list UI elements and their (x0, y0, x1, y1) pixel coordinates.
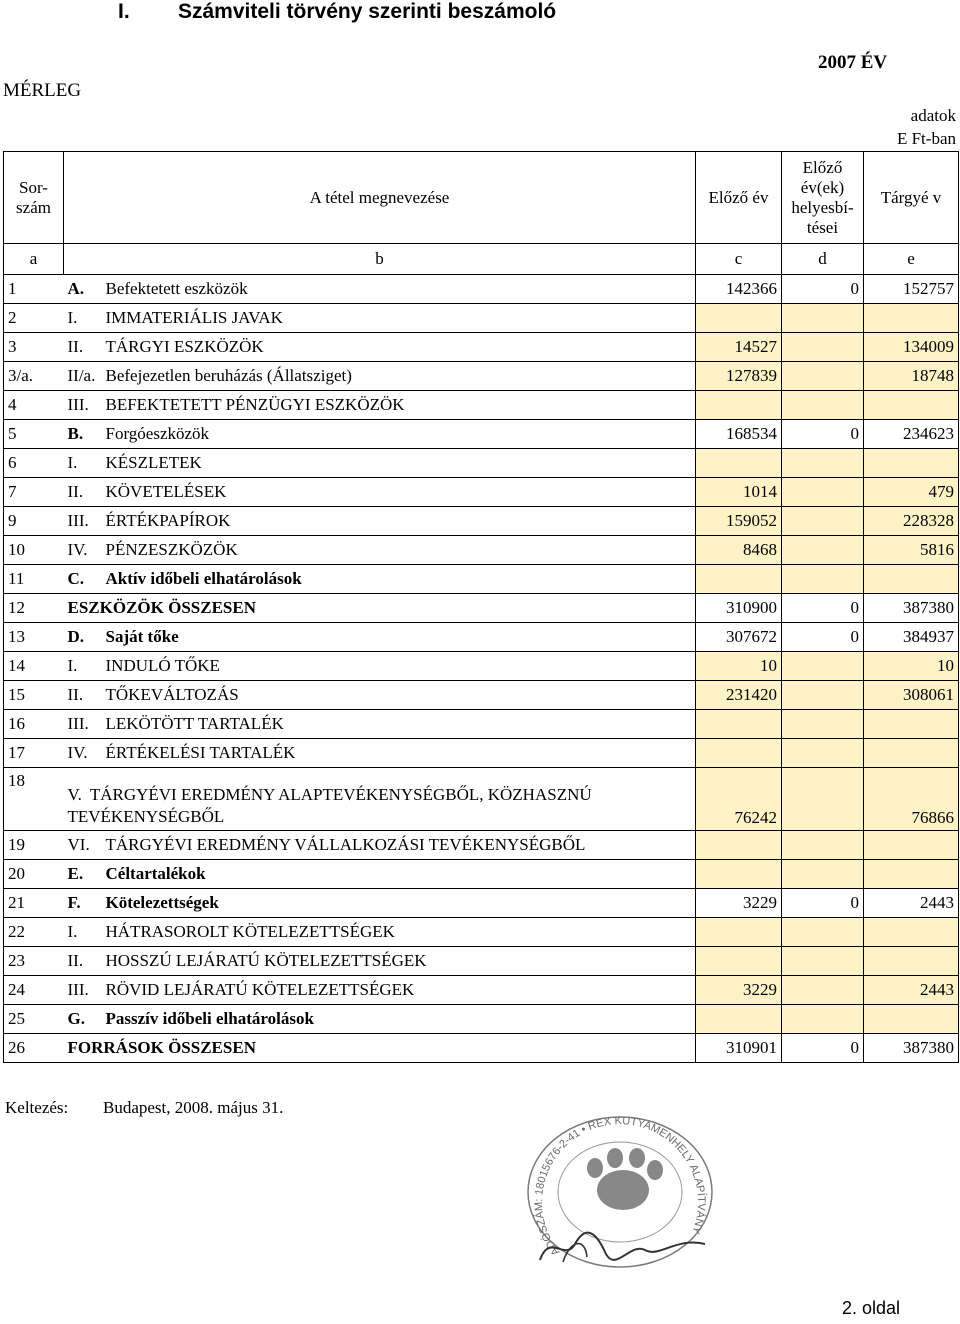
row-label: ÉRTÉKELÉSI TARTALÉK (105, 743, 296, 762)
value-e: 10 (864, 652, 959, 681)
table-row (4, 536, 959, 565)
value-e (864, 860, 959, 889)
row-label-cell (64, 391, 696, 420)
table-row (4, 860, 959, 889)
row-code: I. (67, 656, 78, 675)
table-row (4, 449, 959, 478)
value-e: 134009 (864, 333, 959, 362)
value-d (782, 918, 864, 947)
row-label-cell (64, 831, 696, 860)
row-label: BEFEKTETETT PÉNZÜGYI ESZKÖZÖK (105, 395, 405, 414)
row-code: F. (67, 893, 81, 912)
value-c: 142366 (696, 275, 782, 304)
value-c: 3229 (696, 889, 782, 918)
value-c (696, 449, 782, 478)
value-c (696, 831, 782, 860)
table-row (4, 1005, 959, 1034)
value-c (696, 565, 782, 594)
value-e: 2443 (864, 976, 959, 1005)
row-label-cell (64, 860, 696, 889)
row-label-cell (64, 275, 696, 304)
value-c (696, 860, 782, 889)
units-line-1: adatok (910, 106, 956, 125)
header-prev-year: Előző év (696, 152, 782, 244)
letter-d: d (782, 244, 864, 275)
row-label: Forgóeszközök (105, 424, 210, 443)
row-label-cell (64, 768, 696, 831)
value-e (864, 831, 959, 860)
row-number: 5 (4, 420, 64, 449)
value-d: 0 (782, 594, 864, 623)
table-row (4, 1034, 959, 1063)
value-c: 159052 (696, 507, 782, 536)
row-number: 24 (4, 976, 64, 1005)
row-number: 3 (4, 333, 64, 362)
date-label: Keltezés: (5, 1098, 69, 1117)
value-d (782, 333, 864, 362)
row-number: 3/a. (4, 362, 64, 391)
row-label-cell (64, 594, 696, 623)
row-label-cell (64, 304, 696, 333)
row-code: IV. (67, 540, 88, 559)
row-label: Passzív időbeli elhatárolások (105, 1009, 314, 1028)
row-label: Aktív időbeli elhatárolások (105, 569, 302, 588)
header-sorszam: Sor-szám (4, 152, 64, 244)
value-d: 0 (782, 889, 864, 918)
row-label-cell (64, 449, 696, 478)
value-d (782, 681, 864, 710)
row-label: TÁRGYI ESZKÖZÖK (105, 337, 264, 356)
row-number: 23 (4, 947, 64, 976)
table-row (4, 918, 959, 947)
value-d (782, 831, 864, 860)
row-label: KÖVETELÉSEK (105, 482, 227, 501)
table-row (4, 623, 959, 652)
stamp-text-path: ADÓSZÁM: 18015676-2-41 • REX KUTYAMENHELY ALAPÍTVÁNY (532, 1115, 708, 1258)
table-row (4, 976, 959, 1005)
row-number: 6 (4, 449, 64, 478)
row-label: Kötelezettségek (105, 893, 219, 912)
value-d (782, 565, 864, 594)
value-c: 14527 (696, 333, 782, 362)
value-d (782, 860, 864, 889)
header-current-year: Tárgyé v (864, 152, 959, 244)
value-d (782, 768, 864, 831)
value-c: 127839 (696, 362, 782, 391)
row-number: 1 (4, 275, 64, 304)
row-code: II. (67, 951, 84, 970)
value-d (782, 739, 864, 768)
letter-c: c (696, 244, 782, 275)
value-c: 307672 (696, 623, 782, 652)
row-code: II. (67, 685, 84, 704)
units-label (868, 104, 956, 150)
stamp-and-signature (445, 1112, 775, 1272)
section-title-text: Számviteli törvény szerinti beszámoló (178, 0, 557, 23)
table-row (4, 768, 959, 831)
signature-loop (563, 1244, 587, 1262)
value-d (782, 536, 864, 565)
value-c: 168534 (696, 420, 782, 449)
table-row (4, 681, 959, 710)
row-number: 4 (4, 391, 64, 420)
row-code: I. (67, 308, 78, 327)
row-label: LEKÖTÖTT TARTALÉK (105, 714, 284, 733)
value-e: 387380 (864, 1034, 959, 1063)
value-d (782, 478, 864, 507)
value-d (782, 947, 864, 976)
value-d (782, 1005, 864, 1034)
table-row (4, 739, 959, 768)
row-label: Saját tőke (105, 627, 179, 646)
row-label: Céltartalékok (105, 864, 206, 883)
row-label-cell (64, 918, 696, 947)
table-row (4, 565, 959, 594)
row-label-cell (64, 507, 696, 536)
row-label: ESZKÖZÖK ÖSSZESEN (67, 598, 256, 617)
row-label-cell (64, 478, 696, 507)
value-e (864, 391, 959, 420)
table-row (4, 710, 959, 739)
row-label-cell (64, 420, 696, 449)
row-label: Befektetett eszközök (105, 279, 248, 298)
row-code: II. (67, 482, 84, 501)
page-number: 2. oldal (842, 1298, 901, 1318)
row-number: 12 (4, 594, 64, 623)
value-e (864, 947, 959, 976)
value-e: 228328 (864, 507, 959, 536)
letter-a: a (4, 244, 64, 275)
row-label: PÉNZESZKÖZÖK (105, 540, 238, 559)
row-code: III. (67, 714, 89, 733)
balance-sheet-body (4, 152, 959, 1063)
value-c (696, 918, 782, 947)
row-label-cell (64, 652, 696, 681)
row-label-cell (64, 739, 696, 768)
value-d (782, 391, 864, 420)
row-code: D. (67, 627, 85, 646)
row-code: III. (67, 395, 89, 414)
value-c (696, 304, 782, 333)
value-d (782, 652, 864, 681)
table-row (4, 652, 959, 681)
row-label-cell (64, 1005, 696, 1034)
row-code: II/a. (67, 366, 96, 385)
value-c (696, 947, 782, 976)
row-number: 18 (4, 768, 64, 831)
row-label: INDULÓ TŐKE (105, 656, 220, 675)
table-row (4, 947, 959, 976)
row-label: ÉRTÉKPAPÍROK (105, 511, 231, 530)
value-d (782, 507, 864, 536)
value-c (696, 1005, 782, 1034)
row-label-cell (64, 362, 696, 391)
value-d: 0 (782, 623, 864, 652)
row-code: II. (67, 337, 84, 356)
row-number: 10 (4, 536, 64, 565)
row-code: A. (67, 279, 85, 298)
row-code: V. (67, 785, 82, 804)
row-label-cell (64, 536, 696, 565)
paw-icon (587, 1148, 663, 1210)
value-e: 152757 (864, 275, 959, 304)
table-row (4, 275, 959, 304)
balance-sheet-table (3, 151, 959, 1063)
value-e: 234623 (864, 420, 959, 449)
row-number: 26 (4, 1034, 64, 1063)
letter-e: e (864, 244, 959, 275)
value-e: 384937 (864, 623, 959, 652)
row-code: III. (67, 511, 89, 530)
row-label: IMMATERIÁLIS JAVAK (105, 308, 283, 327)
value-e: 387380 (864, 594, 959, 623)
row-number: 11 (4, 565, 64, 594)
value-e: 18748 (864, 362, 959, 391)
row-number: 17 (4, 739, 64, 768)
row-number: 7 (4, 478, 64, 507)
row-code: B. (67, 424, 84, 443)
table-row (4, 304, 959, 333)
row-number: 19 (4, 831, 64, 860)
row-number: 25 (4, 1005, 64, 1034)
value-c: 3229 (696, 976, 782, 1005)
value-e (864, 710, 959, 739)
row-code: III. (67, 980, 89, 999)
value-d: 0 (782, 275, 864, 304)
value-e: 5816 (864, 536, 959, 565)
table-row (4, 594, 959, 623)
value-c: 76242 (696, 768, 782, 831)
row-code: G. (67, 1009, 85, 1028)
header-corrections: Előző év(ek) helyesbí-tései (782, 152, 864, 244)
section-title (118, 0, 556, 24)
row-code: E. (67, 864, 84, 883)
row-number: 21 (4, 889, 64, 918)
value-e (864, 304, 959, 333)
value-c: 310900 (696, 594, 782, 623)
table-row (4, 420, 959, 449)
row-label: TÁRGYÉVI EREDMÉNY VÁLLALKOZÁSI TEVÉKENYSÉGBŐL (105, 835, 586, 854)
value-c (696, 710, 782, 739)
value-d (782, 362, 864, 391)
value-d: 0 (782, 420, 864, 449)
year-label: 2007 ÉV (818, 52, 888, 73)
row-code: I. (67, 922, 78, 941)
row-label: KÉSZLETEK (105, 453, 202, 472)
row-number: 22 (4, 918, 64, 947)
row-number: 13 (4, 623, 64, 652)
row-code: C. (67, 569, 85, 588)
date-line (5, 1098, 283, 1118)
header-name: A tétel megnevezése (64, 152, 696, 244)
section-number: I. (118, 0, 130, 23)
table-row (4, 391, 959, 420)
row-label-cell (64, 1034, 696, 1063)
value-e: 76866 (864, 768, 959, 831)
row-number: 14 (4, 652, 64, 681)
value-e (864, 739, 959, 768)
table-row (4, 507, 959, 536)
row-label: TŐKEVÁLTOZÁS (105, 685, 239, 704)
value-c (696, 391, 782, 420)
value-e (864, 918, 959, 947)
value-c: 8468 (696, 536, 782, 565)
row-label: Befejezetlen beruházás (Állatsziget) (105, 366, 352, 385)
balance-sheet-label: MÉRLEG (3, 80, 82, 101)
row-label-cell (64, 889, 696, 918)
row-number: 16 (4, 710, 64, 739)
table-row (4, 478, 959, 507)
header-row (4, 152, 959, 244)
value-e: 2443 (864, 889, 959, 918)
row-number: 9 (4, 507, 64, 536)
value-d (782, 304, 864, 333)
row-number: 2 (4, 304, 64, 333)
value-d (782, 976, 864, 1005)
row-label-cell (64, 681, 696, 710)
row-label-cell (64, 710, 696, 739)
row-label-cell (64, 565, 696, 594)
value-d (782, 449, 864, 478)
value-c: 10 (696, 652, 782, 681)
row-number: 15 (4, 681, 64, 710)
table-row (4, 362, 959, 391)
row-label: HÁTRASOROLT KÖTELEZETTSÉGEK (105, 922, 395, 941)
value-e (864, 449, 959, 478)
row-number: 20 (4, 860, 64, 889)
row-label-cell (64, 623, 696, 652)
value-c: 310901 (696, 1034, 782, 1063)
row-code: I. (67, 453, 78, 472)
value-c: 231420 (696, 681, 782, 710)
value-d: 0 (782, 1034, 864, 1063)
table-row (4, 831, 959, 860)
value-e (864, 565, 959, 594)
value-e: 479 (864, 478, 959, 507)
row-label: HOSSZÚ LEJÁRATÚ KÖTELEZETTSÉGEK (105, 951, 427, 970)
value-d (782, 710, 864, 739)
row-label-cell (64, 976, 696, 1005)
letter-row (4, 244, 959, 275)
row-code: IV. (67, 743, 88, 762)
table-row (4, 889, 959, 918)
row-label: FORRÁSOK ÖSSZESEN (67, 1038, 256, 1057)
row-label-cell (64, 333, 696, 362)
table-row (4, 333, 959, 362)
letter-b: b (64, 244, 696, 275)
date-value: Budapest, 2008. május 31. (103, 1098, 284, 1117)
value-c (696, 739, 782, 768)
row-label-cell (64, 947, 696, 976)
units-line-2: E Ft-ban (896, 129, 956, 148)
value-e (864, 1005, 959, 1034)
value-c: 1014 (696, 478, 782, 507)
row-label: RÖVID LEJÁRATÚ KÖTELEZETTSÉGEK (105, 980, 415, 999)
row-code: VI. (67, 835, 90, 854)
value-e: 308061 (864, 681, 959, 710)
row-label: TÁRGYÉVI EREDMÉNY ALAPTEVÉKENYSÉGBŐL, KÖZHASZNÚ TEVÉKENYSÉGBŐL (67, 785, 592, 826)
